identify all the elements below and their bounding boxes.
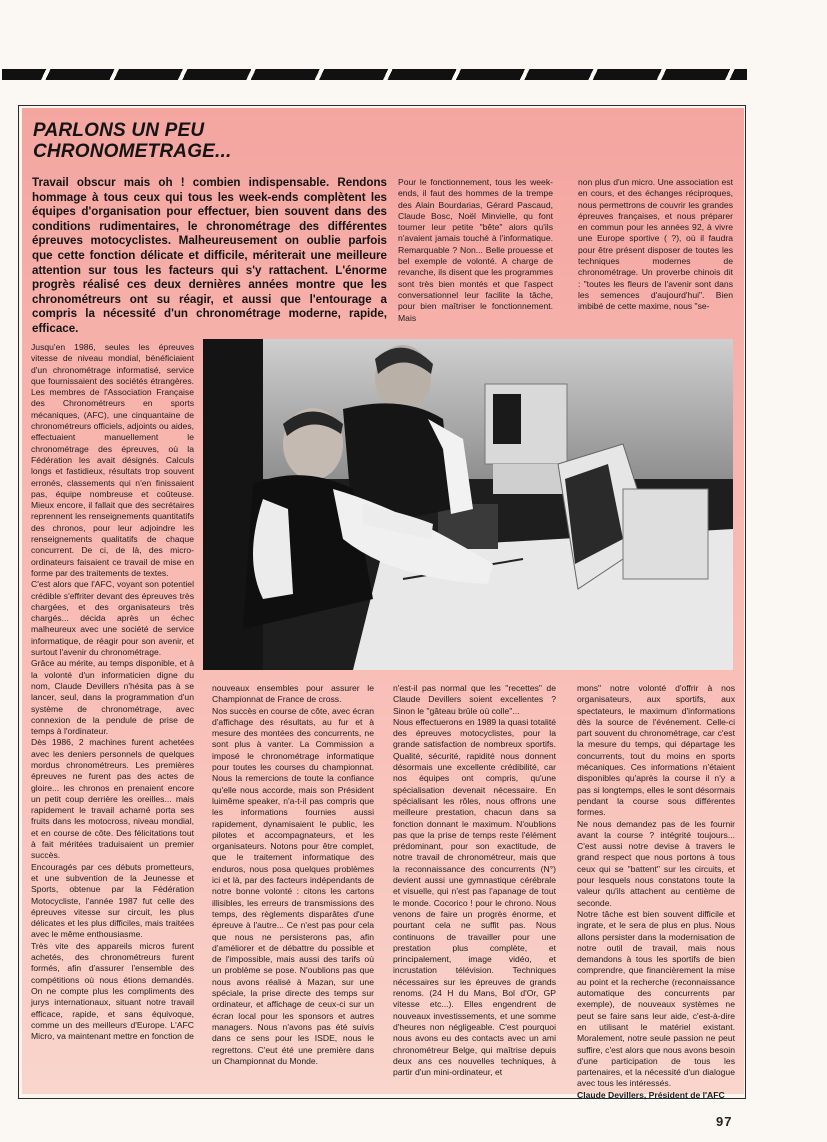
paragraph: Nos succès en course de côte, avec écran d'affichage des résultats, au fur et à mesure des montées des concurrents, ne sont plus à vanter. La Commission a imposé le chronométrage informatique pour toutes les courses du championnat. Nous la remercions de toute la confiance qu'elle nous accorde, mais son Président luimême speaker, n'a-t-il pas compris que les informations fournies aussi rapidement, dynamisaient le public, les pilotes et accompagnateurs, et les organisateurs. Notons pour être complet, que le traitement informatique des enduros, nous posa quelques problèmes ici et là, par des facteurs indépendants de notre bonne volonté : citons les cartons illisibles, les erreurs de transmissions des temps, des règlements disparâtes d'une épreuve à l'autre... Ce n'est pas pour cela que nous ne persisterons pas, afin d'améliorer et de débattre du possible et de l'impossible, mais aussi des tarifs où un problème se pose. N'oublions pas que nous avons réalisé à Mazan, sur une spéciale, la prise directe des temps sur ordinateur, et affichage de ceux-ci sur un écran local pour les sponsors et autres managers. Nous n'avons pas été suivis dans ce sens pour les ISDE, nous le regrettons. C'eut été une première dans un Championnat du Monde. bbox=[212, 705, 374, 1066]
decorative-stripe-bar bbox=[2, 69, 747, 80]
column-2 bbox=[212, 683, 374, 1088]
paragraph: Notre tâche est bien souvent difficile et ingrate, et le sera de plus en plus. Nous allons persister dans la modernisation de notre outil de travail, mais nous demandons à tous les sportifs de bien comprendre, que financièrement la mise au point et la recherche (reconnaissance automatique des concurrents par exemple), de nouveaux systèmes ne peut se faire sans leur aide, c'est-à-dire en utilisant le matériel existant. Moralement, notre seule passion ne peut suffire, c'est alors que nous avons besoin d'une participation de tous les partenaires, et la nécessité d'un dialogue avec tous les intéressés. bbox=[577, 908, 735, 1089]
paragraph: n'est-il pas normal que les "recettes" de Claude Devillers soient excellentes ? Sinon le "gâteau brûle où colle"... bbox=[393, 683, 556, 716]
paragraph: Pour le fonctionnement, tous les week-ends, il faut des hommes de la trempe des Alain Bourdarias, Gérard Pascaud, Claude Bosc, Noël Minvielle, qu font tourner leur petite "bête" alors qu'ils n'avaient jamais touché à l'informatique. Remarquable ? Non... Belle prouesse et bel exemple de volonté. A charge de revanche, ils disent que les programmes sont très bien montés et que l'aspect conversationnel leur facilite la tâche, pour bien maîtriser le fonctionnement. Mais bbox=[398, 177, 553, 323]
paragraph: Nous effectuerons en 1989 la quasi totalité des épreuves motocyclistes, pour la grande satisfaction de nombreux sportifs. Qualité, sécurité, rapidité nous donnent désormais une excellente crédibilité, car nos équipes ont compris, qu'une spécialisation devenait nécessaire. En spécialisant les rôles, nous offrons une meilleure prestation, chacun dans sa fonction donnant le maximum. N'oublions pas que la prise de temps reste l'élément prédominant, pour son exactitude, de notre travail de chronométreur, mais que la reconnaissance des concurrents (N°) devient aussi une gymnastique cérébrale et visuelle, qui n'est pas l'apanage de tout le monde. Cocorico ! pour le chrono. Nous venons de faire un progrès énorme, et pourtant cela ne suffit pas. Nous continuons de travailler pour une prestation plus complète, et principalement, image vidéo, et incrustation télévision. Techniques nécessaires sur les épreuves de grands renoms. (24 H du Mans, Bol d'Or, GP vitesse etc...). Elles engendrent de nouveaux investissements, et une somme d'heures non négligeable. C'est pourquoi nous avons eu des contacts avec un ami chronométreur Belge, qui maîtrise depuis deux ans ces nouvelles techniques, à partir d'un mini-ordinateur, et bbox=[393, 716, 556, 1078]
paragraph: Encouragés par ces débuts prometteurs, et une subvention de la Jeunesse et Sports, obtenue par la Fédération Motocycliste, l'année 1987 fut celle des épreuves vitesse sur circuit, les plus délicates et les plus difficiles, mais traitées avec le même enthousiasme. bbox=[31, 861, 194, 940]
paragraph: non plus d'un micro. Une association est en cours, et des échanges réciproques, nous permettrons de couvrir les grandes épreuves françaises, et nous préparer en commun pour les années 92, à vivre une Europe sportive ( ?), où il faudra pour être présent disposer de toutes les techniques modernes de chronométrage. Un proverbe chinois dit : "toutes les fleurs de l'avenir sont dans les semences d'aujourd'hui". Bien imbibé de cette maxime, nous "se- bbox=[578, 177, 733, 312]
column-1 bbox=[31, 342, 194, 1092]
article-title: PARLONS UN PEU CHRONOMETRAGE... bbox=[33, 120, 232, 162]
photo-two-men-at-computers bbox=[203, 339, 733, 670]
column-4 bbox=[577, 683, 735, 1100]
page-number: 97 bbox=[716, 1114, 733, 1129]
paragraph: Dès 1986, 2 machines furent achetées avec les deniers personnels de quelques mordus chronométreurs. Les premières épreuves ne furent pas des actes de gloire... les chronos en prenaient encore un petit coup derrière les oreilles... mais rapidement le travail acharné porta ses fruits dans les motocross, niveau mondial, et en course de côte. Des félicitations tout à fait méritées traduisaient un premier succès. bbox=[31, 737, 194, 861]
paragraph: Grâce au mérite, au temps disponible, et à la volonté d'un informaticien digne du nom, Claude Devillers n'hésita pas à se lancer, seul, dans la programmation d'un système de chronométrage, avec connexion de la pendule de prise de temps à l'ordinateur. bbox=[31, 658, 194, 737]
article-photo bbox=[203, 339, 733, 670]
paragraph: Très vite des appareils micros furent achetés, des chronométreurs furent formés, afin d'assurer l'ensemble des compétitions où nous étions demandés. On ne compte plus les compliments des jurys internationaux, situant notre travail efficace, rapide, et sans équivoque, comme un des meilleurs d'Europe. L'AFC Micro, va maintenant mettre en fonction de bbox=[31, 940, 194, 1042]
paragraph: nouveaux ensembles pour assurer le Championnat de France de cross. bbox=[212, 683, 374, 705]
article-intro: Travail obscur mais oh ! combien indispensable. Rendons hommage à tous ceux qui tous les week-ends complètent les équipes d'organisation pour effectuer, bien souvent dans des conditions rudimentaires, le chronométrage des différentes épreuves motocyclistes. Malheureusement on oublie parfois que cette fonction délicate et difficile, mériterait une meilleure attention sur tous les facteurs qui s'y rattachent. L'énorme progrès réalisé ces deux dernières années montre que les chronométreurs ont su réagir, et aussi que l'entourage a compris la nécessité d'un chronométrage moderne, rapide, efficace. bbox=[32, 176, 387, 335]
top-column-2 bbox=[398, 177, 553, 327]
author-signature: Claude Devillers, Président de l'AFC bbox=[577, 1089, 725, 1100]
paragraph: C'est alors que l'AFC, voyant son potentiel crédible s'effriter devant des épreuves très chargées, et des organisateurs très chargés... décida après un échec malheureux avec une société de service informatique, de réagir pour son avenir, et surtout l'avenir du chronométrage. bbox=[31, 579, 194, 658]
column-3 bbox=[393, 683, 556, 1088]
top-column-3 bbox=[578, 177, 733, 327]
paragraph: mons" notre volonté d'offrir à nos organisateurs, aux sportifs, aux spectateurs, le maximum d'informations dès la source de l'événement. Celle-ci part souvent du chronométrage, car c'est la mesure du temps, qui départage les concurrents, tout du moins en sports mécaniques. Ces informations n'étaient disponibles qu'après la course il n'y a pas si longtemps, elles le sont désormais pendant la course sous différentes formes. bbox=[577, 683, 735, 818]
paragraph: Jusqu'en 1986, seules les épreuves vitesse de niveau mondial, bénéficiaient d'un chronométrage informatisé, service que fournissaient des sociétés étrangères. Les membres de l'Association Française des Chronométreurs en sports mécaniques, (AFC), une cinquantaine de chronométreurs officiels, adjoints ou aides, effectuaient manuellement le chronométrage des épreuves, où la Fédération les avait désignés. Calculs longs et fastidieux, résultats trop souvent erronés, classements qui n'en finissaient pas, équipe nombreuse et coûteuse. Mieux encore, il fallait que des secrétaires reprennent les renseignements quantitatifs des chronos, pour leur adjoindre les renseignements qualitatifs de chaque concurrent. De ci, de là, des micro-ordinateurs faisaient ce travail de mise en forme par des traitements de textes. bbox=[31, 342, 194, 578]
paragraph: Ne nous demandez pas de les fournir avant la course ? intégrité toujours... C'est aussi notre devise à travers le grand respect que nous portons à tous ceux qui se "battent" sur les circuits, et pour lesquels nous constatons toute la valeur qu'ils attachent au centième de seconde. bbox=[577, 818, 735, 908]
